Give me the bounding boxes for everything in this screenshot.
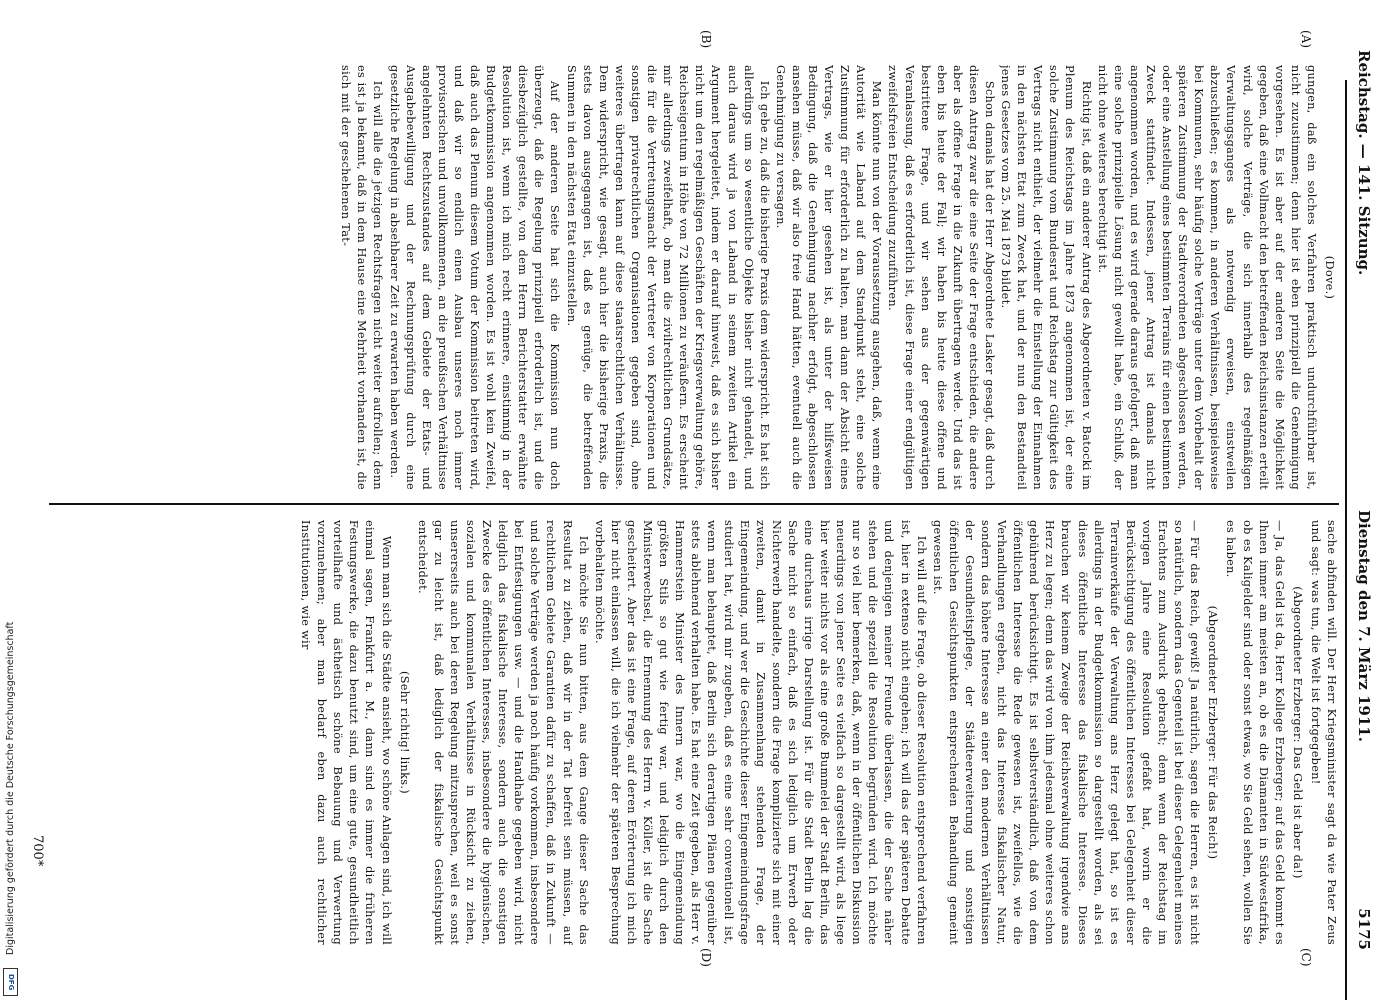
margin-mark-b: (B) <box>699 30 713 49</box>
header-center: Dienstag den 7. März 1911. <box>1355 510 1373 742</box>
paragraph: Auf der anderen Seite hat sich die Kommission nun doch überzeugt, daß die Regelung prinzipiell erforderlich ist, und die diesbezüglich gestellte, von dem Herrn Berichterstatter erwähnte Resolution ist, wenn ich mich recht erinnere, einstimmig in der Budgetkommission angenommen worden. Es ist wohl kein Zweifel, daß auch das Plenum diesem Votum der Kommission beitreten wird, und daß wir so endlich einen Ausbau unseres noch immer provisorischen und unvollkommenen, an die preußischen Verhältnisse angelehnten Rechtszustandes auf dem Gebiete der Etats- und Ausgabebewilligung und der Rechnungsprüfung durch eine gesetzliche Regelung in absehbarer Zeit zu erwarten haben werden. <box>387 65 562 490</box>
paragraph: Ich gebe zu, daß die bisherige Praxis dem widerspricht. Es hat sich allerdings um so wesentliche Objekte bisher nicht gehandelt, und auch daraus wird ja von Laband in seinem zweiten Artikel ein Argument hergeleitet, indem er darauf hinweist, daß es sich bisher nicht um den regelmäßigen Geschäften der Kriegsverwaltung gehöre, Reichseigentum in Höhe von 72 Millionen zu veräußern. Es erscheint mir allerdings zweifelhaft, ob man die zivilrechtlichen Grundsätze, die für die Vertretungsmacht der Vertreter von Korporationen und sonstigen privatrechtlichen Organisationen gegeben sind, ohne weiteres übertragen kann auf diese staatsrechtlichen Verhältnisse. Dem widerspricht, wie gesagt, auch hier die bisherige Praxis, die stets davon ausgegangen ist, daß es genüge, die betreffenden Summen in den nächsten Etat einzustellen. <box>564 65 771 490</box>
paragraph: Man könnte nun von der Voraussetzung ausgehen, daß, wenn eine Autorität wie Laband auf dem Standpunkt steht, eine solche Zustimmung für erforderlich zu halten, man dann der Absicht eines Vertrags, wie er hier gesehen ist, als unter der hilfsweisen Bedingung, daß die Genehmigung nachher erfolgt, abgeschlossen ansehen müsse, daß wir also freie Hand hätten, eventuell auch die Genehmigung zu versagen. <box>773 65 884 490</box>
paragraph: gungen, daß ein solches Verfahren praktisch undurchführbar ist, nicht zuzustimmen; denn hier ist eben prinzipiell die Genehmigung vorgesehen. Es ist aber auf der anderen Seite die Möglichkeit gegeben, daß eine Vollmacht den betreffenden Reichsinstanzen erteilt wird, solche Verträge, die sich innerhalb des regelmäßigen Verwaltungsganges als notwendig erweisen, einstweilen abzuschließen; es kommen, in anderen Verhältnissen, beispielsweise bei Kommunen, sehr häufig solche Verträge unter dem Vorbehalt der späteren Zustimmung der Stadtverordneten abgeschlossen werden, oder eine Anstellung eines bestimmten Terrains für einen bestimmten Zweck stattfindet. Indessen, jener Antrag ist damals nicht angenommen worden, und es wird gerade daraus gefolgert, daß man eine solche prinzipielle Lösung nicht gewollt habe, ein Schluß, der nicht ohne weiteres berechtigt ist. <box>1095 65 1318 490</box>
header-left: Reichstag. — 141. Sitzung. <box>1355 50 1373 276</box>
speaker-note: (Abgeordneter Erzberger: Das Geld ist aber da!) <box>1290 586 1304 879</box>
page-number: 5175 <box>1355 908 1373 950</box>
paragraph: Ich will auf die Frage, ob dieser Resolution entsprechend verfahren ist, hier in extenso nicht eingehen; ich will das der späteren Debatte und denjenigen meiner Freunde überlassen, die der Sache näher stehen und die speziell die Resolution begründen wird. Ich möchte nur so viel hier bemerken, daß, wenn in der öffentlichen Diskussion neuerdings von jener Seite es vielfach so dargestellt wird, als liege hier weiter nichts vor als eine große Bummelei der Stadt Berlin, das eine durchaus irrige Darstellung ist. Für die Stadt Berlin lag die Sache nicht so einfach, daß es sich lediglich um Erwerb oder Nichterwerb handelte, sondern die Frage komplizierte sich mit einer zweiten, damit in Zusammenhang stehenden Frage, der Eingemeindung, und wer die Geschichte dieser Eingemeindungsfrage studiert hat, wird mir zugeben, daß es eine sehr conventionell ist, wenn man behauptet, daß Berlin sich derartigen Plänen gegenüber stets ablehnend verhalten habe. Es hat eine Zeit gegeben, als Herr v. Hammerstein Minister des Innern war, wo die Eingemeindung größten Stils so gut wie fertig war, und lediglich durch den Ministerwechsel, die Ernennung des Herrn v. Köller, ist die Sache gescheitert. Aber das ist eine Frage, auf deren Erörterung ich mich hier nicht einlassen will, die ich vielmehr der späteren Besprechung vorbehalten möchte. <box>592 520 928 945</box>
paragraph: Ich will alle die jetzigen Rechtsfragen nicht weiter aufrollen; denn es ist ja bekannt, daß in dem Hause eine Mehrheit vorhanden ist, die sich mit der geschehenen Tat- <box>339 65 385 490</box>
text-column-right <box>49 520 1339 945</box>
paragraph: sache abfinden will. Der Herr Kriegsminister sagt da wie Pater Zeus und sagt: was tun, die Welt ist fortgegeben! <box>1308 520 1338 945</box>
margin-mark-d: (D) <box>699 948 713 967</box>
paragraph: Richtig ist, daß ein anderer Antrag des Abgeordneten v. Batocki im Plenum des Reichstags im Jahre 1873 angenommen ist, der eine solche Zustimmung vom Bundesrat und Reichstag zur Gültigkeit des Vertrags nicht enthielt, der vielmehr die Einstellung der Einnahmen in den nächsten Etat zum Zweck hat, und der nun den Bestandteil jenes Gesetzes vom 25. Mai 1873 bildet. <box>999 65 1093 490</box>
margin-mark-c: (C) <box>1299 948 1313 967</box>
dfg-logo: DFG <box>3 968 18 996</box>
digitization-credit: Digitalisierung gefördert durch die Deutsche Forschungsgemeinschaft <box>5 621 16 955</box>
speaker-note: (Abgeordneter Erzberger: Für das Reich!) <box>1206 605 1220 860</box>
speaker-note: (Dove.) <box>1323 255 1336 300</box>
paragraph: — Für das Reich, gewiß! Ja natürlich, sagen die Herren, es ist nicht so natürlich, sondern das Gegenteil ist bei dieser Gelegenheit meines Erachtens zum Ausdruck gebracht; denn wenn der Reichstag im vorigen Jahre eine Resolution gefaßt hat, worin er die Berücksichtigung des öffentlichen Interesses bei Gelegenheit dieser Terrainverkäufe der Verwaltung ans Herz gelegt hat, so ist es allerdings in der Budgetkommission so dargestellt worden, als sei dieses öffentliche Interesse das fiskalische Interesse. Dieses brauchen wir keinem Zweige der Reichsverwaltung irgendwie ans Herz zu legen; denn das wird von ihm jedesmal ohne weiteres schon gebührend berücksichtigt. Es ist selbstverständlich, daß von dem öffentlichen Interesse die Rede gewesen ist, zweifellos, wie die Verhandlungen ergeben, nicht das Interesse fiskalischer Natur, sondern das höhere Interesse an einer den modernen Verhältnissen der Gesundheitspflege, der Städteerweiterung und sonstigen öffentlichen Gesichtspunkten entsprechenden Behandlung gemeint gewesen ist. <box>930 520 1202 945</box>
paragraph: — Ja, das Geld ist da, Herr Kollege Erzberger; auf das Geld kommt es Ihnen immer am meisten an, ob es die Diamanten in Südwestafrika, ob es Kaligelder sind oder sonst etwas, wo Sie Geld sehen, wollen Sie es haben. <box>1224 520 1286 945</box>
page-header <box>1343 50 1383 950</box>
text-column-left <box>49 65 1339 490</box>
paragraph: Schon damals hat der Herr Abgeordnete Lasker gesagt, daß durch diesen Antrag zwar die eine Seite der Frage entschieden, die andere aber als offene Frage in die Zukunft übertragen werde. Und das ist eben bis heute der Fall; wir haben bis heute diese offene und bestrittene Frage, und wir sehen aus der gegenwärtigen Veranlassung, daß es erforderlich ist, diese Frage einer endgültigen zweifelsfreien Entscheidung zuzuführen. <box>886 65 997 490</box>
column-divider <box>49 503 1339 505</box>
signature-mark: 700* <box>30 835 45 867</box>
margin-mark-a: (A) <box>1299 30 1313 49</box>
paragraph: Wenn man sich die Städte ansieht, wo schöne Anlagen sind, ich will einmal sagen, Frankfurt a. M., dann sind es immer die früheren Festungswerke, die dazu benutzt sind, um eine gute, gesundheitlich vorteilhafte und ästhetisch schöne Bebauung und Verwertung vorzunehmen; aber man bedarf eben dazu auch rechtlicher Institutionen, wie wir <box>299 520 393 945</box>
header-rule <box>1345 80 1347 1000</box>
speaker-note: (Sehr richtig! links.) <box>397 671 411 794</box>
paragraph: Ich möchte Sie nun bitten, aus dem Gange dieser Sache das Resultat zu ziehen, daß wir in der Tat befreit sein müssen, auf rechtlichem Gebiete Garantien dafür zu schaffen, daß in Zukunft — und solche Verträge werden ja noch häufig vorkommen, insbesondere bei Entfestigungen usw. — und die Handhabe gegeben wird, nicht lediglich das fiskalische Interesse, sondern auch die sonstigen Zwecke des öffentlichen Interesses, insbesondere die hygienischen, sozialen und kommunalen Verhältnisse in Rücksicht zu ziehen, unsererseits auch bei deren Regelung mitzusprechen, weil es sonst gar zu leicht ist, daß lediglich der fiskalische Gesichtspunkt entscheidet. <box>415 520 590 945</box>
